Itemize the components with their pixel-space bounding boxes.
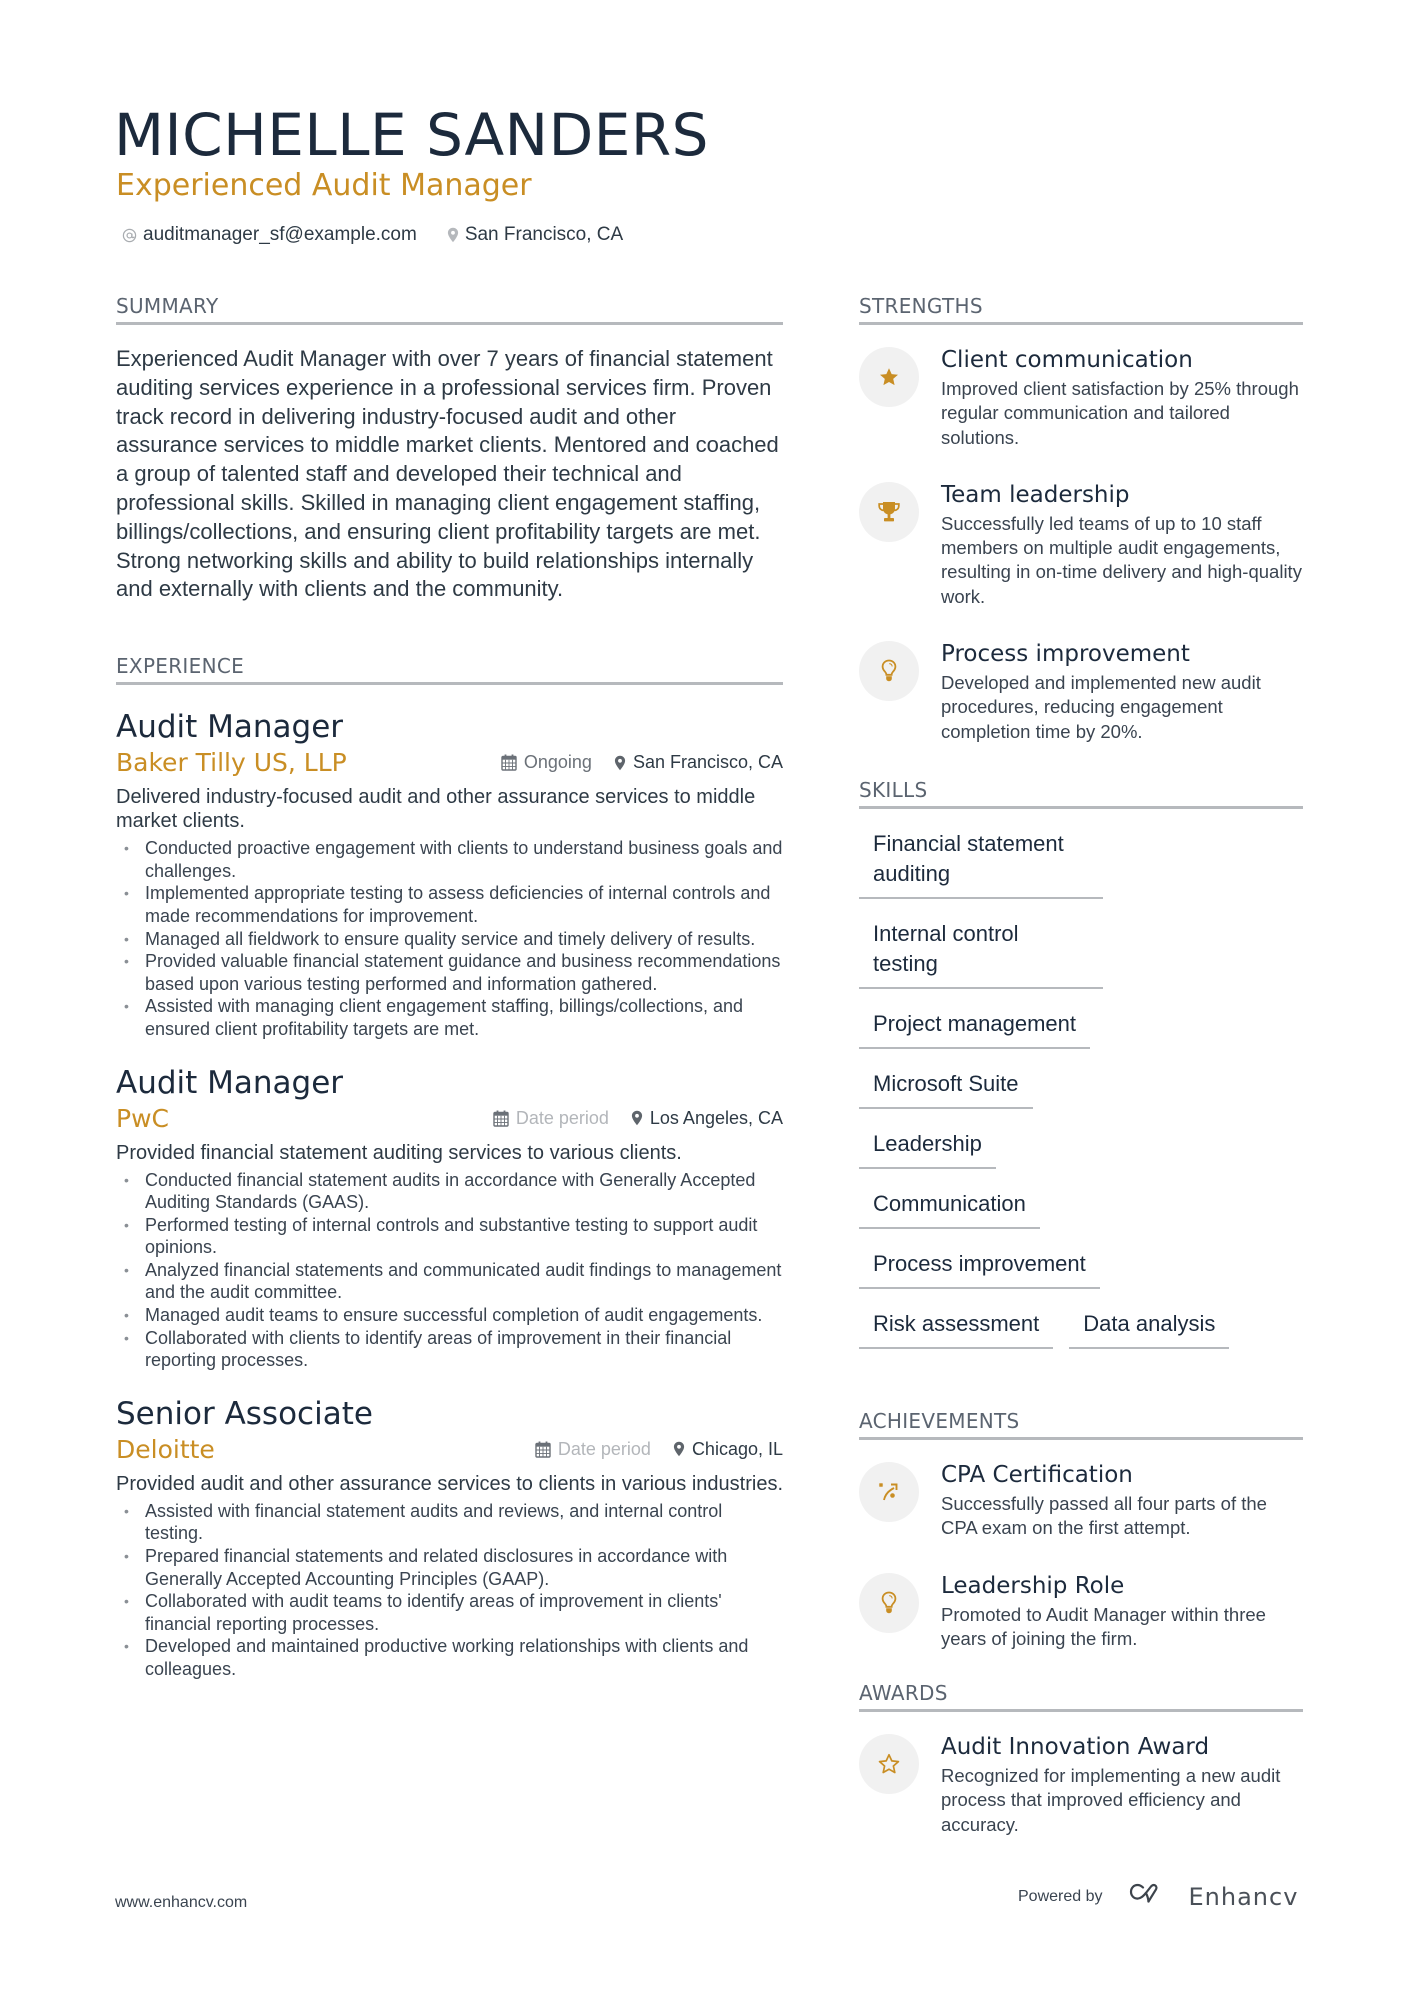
location-pin-icon — [631, 1110, 643, 1126]
lightbulb-icon — [859, 641, 919, 701]
candidate-title: Experienced Audit Manager — [116, 168, 532, 203]
company-name: Deloitte — [116, 1434, 215, 1464]
job-bullet: • Implemented appropriate testing to assess deficiencies of internal controls and made recommendations for improvement. — [116, 882, 783, 927]
awards-list — [859, 1732, 1303, 1837]
strength-body — [941, 345, 1303, 450]
powered-by-label: Powered by — [1018, 1887, 1103, 1905]
strength-title: Client communication — [941, 347, 1193, 373]
job-bullet: • Managed all fieldwork to ensure quality service and timely delivery of results. — [116, 928, 783, 951]
strength-item — [859, 345, 1303, 450]
brand-logo[interactable] — [1129, 1882, 1299, 1911]
skill-tag: Financial statement auditing — [859, 825, 1103, 899]
powered-by — [1018, 1882, 1298, 1911]
award-description: Recognized for implementing a new audit process that improved efficiency and accuracy. — [941, 1765, 1281, 1835]
job-bullet: • Collaborated with clients to identify areas of improvement in their financial reporting processes. — [116, 1327, 783, 1372]
job-bullet: • Assisted with managing client engagement staffing, billings/collections, and ensured client profitability targets are met. — [116, 995, 783, 1040]
skill-tag: Process improvement — [859, 1245, 1100, 1289]
skills-list — [859, 825, 1303, 1365]
trophy-icon — [859, 482, 919, 542]
company-name: PwC — [116, 1103, 169, 1133]
achievements-list — [859, 1460, 1303, 1651]
job-bullet: • Developed and maintained productive working relationships with clients and colleagues. — [116, 1635, 783, 1680]
skill-tag: Internal control testing — [859, 915, 1103, 989]
company-name: Baker Tilly US, LLP — [116, 748, 347, 778]
lightbulb-icon — [859, 1573, 919, 1633]
skill-tag: Communication — [859, 1185, 1040, 1229]
achievement-item — [859, 1460, 1303, 1541]
achievement-body — [941, 1460, 1303, 1541]
skill-tag: Leadership — [859, 1125, 996, 1169]
star-outline-icon — [859, 1734, 919, 1794]
skill-tag: Project management — [859, 1005, 1090, 1049]
job-bullet: • Analyzed financial statements and communicated audit findings to management and the audit committee. — [116, 1259, 783, 1304]
job-description: Provided audit and other assurance services to clients in various industries. — [116, 1472, 784, 1495]
job-bullet: • Conducted proactive engagement with clients to understand business goals and challenges. — [116, 837, 783, 882]
section-heading-strengths: STRENGTHS — [859, 294, 1303, 325]
job-bullets — [116, 1500, 783, 1681]
contact-location-text: San Francisco, CA — [464, 224, 624, 245]
at-icon — [122, 228, 137, 243]
achievement-title: Leadership Role — [941, 1572, 1125, 1599]
location-pin-icon — [614, 755, 626, 771]
award-body — [941, 1732, 1303, 1837]
section-heading-summary: SUMMARY — [116, 294, 783, 325]
job-date-text: Date period — [515, 1107, 609, 1128]
strength-body — [941, 639, 1303, 744]
strategy-play-icon — [859, 1462, 919, 1522]
job-location-text: Chicago, IL — [691, 1438, 783, 1459]
job-date — [493, 1108, 609, 1129]
achievement-item — [859, 1571, 1303, 1652]
job-location-text: Los Angeles, CA — [649, 1107, 783, 1128]
job-date — [535, 1439, 651, 1460]
strength-description: Improved client satisfaction by 25% through regular communication and tailored solutions. — [941, 378, 1299, 448]
contact-email[interactable] — [122, 224, 417, 246]
contact-location — [447, 224, 623, 246]
contact-email-text: auditmanager_sf@example.com — [143, 224, 417, 245]
award-item — [859, 1732, 1303, 1837]
section-heading-skills: SKILLS — [859, 778, 1303, 809]
experience-section — [116, 654, 783, 1680]
job-location — [631, 1108, 783, 1129]
strength-item — [859, 639, 1303, 744]
left-column — [116, 294, 783, 1681]
job-location-text: San Francisco, CA — [632, 752, 783, 773]
job-bullet: • Assisted with financial statement audits and reviews, and internal control testing. — [116, 1500, 783, 1545]
strength-description: Successfully led teams of up to 10 staff members on multiple audit engagements, resulting in on-time delivery and high-quality work. — [941, 512, 1302, 607]
job-bullet: • Prepared financial statements and related disclosures in accordance with Generally Accepted Accounting Principles (GAAP). — [116, 1545, 783, 1590]
skill-tag: Data analysis — [1069, 1305, 1229, 1349]
job-meta — [535, 1439, 783, 1460]
job-description: Delivered industry-focused audit and other assurance services to middle market clients. — [116, 786, 756, 833]
section-heading-achievements: ACHIEVEMENTS — [859, 1409, 1303, 1440]
job-date — [501, 752, 592, 773]
strengths-section — [859, 294, 1303, 744]
section-heading-awards: AWARDS — [859, 1681, 1303, 1712]
strength-item — [859, 480, 1303, 609]
skills-section — [859, 778, 1303, 1365]
skill-tag: Microsoft Suite — [859, 1065, 1033, 1109]
candidate-name: MICHELLE SANDERS — [114, 101, 709, 169]
job-title: Audit Manager — [116, 709, 344, 746]
job-entry — [116, 709, 783, 1040]
awards-section — [859, 1681, 1303, 1837]
job-bullet: • Provided valuable financial statement guidance and business recommendations based upon various testing performed and information gathered. — [116, 950, 783, 995]
location-pin-icon — [447, 227, 459, 243]
job-company-row — [116, 1434, 783, 1466]
calendar-icon — [535, 1441, 551, 1458]
summary-text: Experienced Audit Manager with over 7 years of financial statement auditing services experience in a professional services firm. Proven track record in delivering industry-focused audit and other assurance services to middle market clients. Mentored and coached a group of talented staff and developed their technical and professional skills. Skilled in managing client engagement staffing, billings/collections, and ensuring client profitability targets are met. Strong networking skills and ability to build relationships internally and externally with clients and the community. — [116, 346, 779, 602]
job-entry — [116, 1065, 783, 1372]
brand-name: Enhancv — [1188, 1882, 1299, 1911]
job-bullet: • Managed audit teams to ensure successful completion of audit engagements. — [116, 1304, 783, 1327]
strength-title: Team leadership — [941, 481, 1130, 508]
achievements-section — [859, 1409, 1303, 1651]
job-meta — [493, 1108, 783, 1129]
section-heading-experience: EXPERIENCE — [116, 654, 783, 685]
right-column — [859, 294, 1303, 1867]
job-date-text: Ongoing — [523, 752, 592, 773]
enhancv-logo-icon — [1129, 1882, 1175, 1911]
job-title: Audit Manager — [116, 1064, 344, 1101]
contact-row — [122, 224, 623, 246]
website-link[interactable]: www.enhancv.com — [115, 1894, 248, 1911]
job-bullets — [116, 837, 783, 1040]
strength-title: Process improvement — [941, 641, 1190, 668]
job-company-row — [116, 747, 783, 779]
skill-tag: Risk assessment — [859, 1305, 1053, 1349]
achievement-description: Successfully passed all four parts of the CPA exam on the first attempt. — [941, 1492, 1267, 1539]
achievement-description: Promoted to Audit Manager within three years of joining the firm. — [941, 1603, 1266, 1649]
summary-section — [116, 294, 783, 604]
location-pin-icon — [673, 1441, 685, 1457]
achievement-title: CPA Certification — [941, 1461, 1133, 1488]
award-title: Audit Innovation Award — [941, 1734, 1210, 1761]
star-filled-icon — [859, 347, 919, 407]
job-bullet: • Conducted financial statement audits in accordance with Generally Accepted Auditing Standards (GAAS). — [116, 1169, 783, 1214]
job-location — [614, 752, 783, 773]
job-date-text: Date period — [557, 1438, 651, 1459]
achievement-body — [941, 1571, 1303, 1652]
job-bullets — [116, 1169, 783, 1372]
job-location — [673, 1439, 783, 1460]
job-bullet: • Performed testing of internal controls and substantive testing to support audit opinions. — [116, 1214, 783, 1259]
job-entry — [116, 1396, 783, 1681]
job-meta — [501, 752, 783, 773]
job-bullet: • Collaborated with audit teams to identify areas of improvement in clients' financial reporting processes. — [116, 1590, 783, 1635]
calendar-icon — [493, 1110, 509, 1127]
job-title: Senior Associate — [116, 1395, 373, 1432]
strengths-list — [859, 345, 1303, 744]
calendar-icon — [501, 754, 517, 771]
job-description: Provided financial statement auditing services to various clients. — [116, 1141, 682, 1164]
strength-body — [941, 480, 1303, 609]
job-company-row — [116, 1103, 783, 1135]
strength-description: Developed and implemented new audit procedures, reducing engagement completion time by 20%. — [941, 672, 1261, 742]
